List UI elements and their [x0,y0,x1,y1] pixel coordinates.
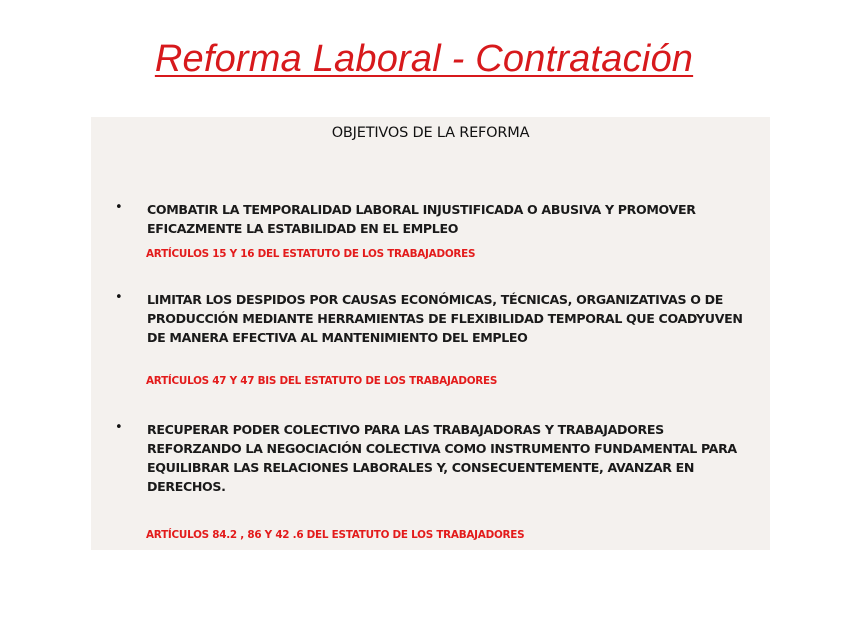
objective-text-2: LIMITAR LOS DESPIDOS POR CAUSAS ECONÓMICAS, TÉCNICAS, ORGANIZATIVAS O DE PRODUCCIÓN MEDIANTE HERRAMIENTAS DE FLEXIBILIDAD TEMPORAL QUE COADYUVEN DE MANERA EFECTIVA AL MANTENIMIENTO DEL EMPLEO [147,292,743,345]
bullet-icon: • [115,290,123,305]
objectives-panel [91,117,770,550]
objective-item-3 [115,420,755,496]
objectives-heading: OBJETIVOS DE LA REFORMA [331,125,530,141]
objective-text-3: RECUPERAR PODER COLECTIVO PARA LAS TRABAJADORAS Y TRABAJADORES REFORZANDO LA NEGOCIACIÓN COLECTIVA COMO INSTRUMENTO FUNDAMENTAL PARA EQUILIBRAR LAS RELACIONES LABORALES Y, CONSECUENTEMENTE, AVANZAR EN DERECHOS. [147,422,737,494]
bullet-icon: • [115,420,123,435]
objective-reference-2: ARTÍCULOS 47 Y 47 BIS DEL ESTATUTO DE LOS TRABAJADORES [146,375,498,387]
objective-item-1 [115,200,755,238]
objective-reference-3: ARTÍCULOS 84.2 , 86 Y 42 .6 DEL ESTATUTO DE LOS TRABAJADORES [146,529,525,541]
objective-reference-1: ARTÍCULOS 15 Y 16 DEL ESTATUTO DE LOS TRABAJADORES [146,248,476,260]
slide-title: Reforma Laboral - Contratación [154,38,694,80]
bullet-icon: • [115,200,123,215]
objective-item-2 [115,290,755,347]
objective-text-1: COMBATIR LA TEMPORALIDAD LABORAL INJUSTIFICADA O ABUSIVA Y PROMOVER EFICAZMENTE LA ESTABILIDAD EN EL EMPLEO [147,202,696,236]
